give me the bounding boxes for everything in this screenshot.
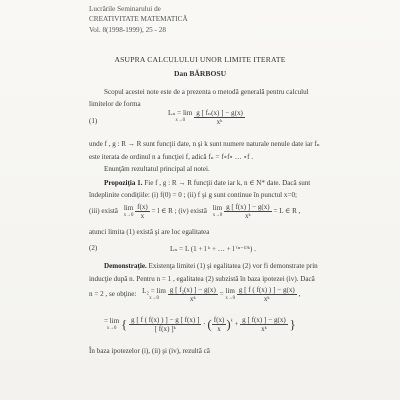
journal-line-3: Vol. 8(1998-1999), 25 - 28 (89, 25, 166, 34)
unde-line: unde f , g : R → R sunt funcţii date, n şi k sunt numere naturale nenule date iar fₙ (89, 140, 320, 148)
proposition-label: Propoziţia 1. (104, 179, 143, 187)
demo-line-1: Demonstraţie. Existenţa limitei (1) şi egalitatea (2) vor fi demonstrate prin (104, 262, 318, 270)
intro-line-1: Scopul acestei note este de a prezenta o metodă generală pentru calculul (104, 88, 309, 96)
announce-line: Enunţăm rezultatul principal al notei. (104, 165, 210, 173)
proposition-line-3: (iii) există lim x→0 $\frac{f(x)}{x}$ = l ∈ R ; (iv) există lim x→0 $\frac{g [ f(x) ] - g(x)}{\text{xᵏ}}$ = L ∈ R , (89, 203, 301, 220)
equation-L2: n = 2 , se obţine: L₂ = lim x→0 $\frac{\text{g [ f₂(x) ] − g(x)}}{\text{xᵏ}}$ = lim x→0 $\frac{g [ f ( f(x) ) ] - g(x)}{\text{xᵏ}}$ , (89, 286, 301, 303)
journal-line-1: Lucrările Seminarului de (89, 5, 161, 13)
limit-operator: Lₙ = lim x→0 (168, 109, 193, 123)
demo-final-line: În baza ipotezelor (i), (ii) şi (iv), rezultă că (89, 347, 210, 355)
journal-line-2: CREATIVITATE MATEMATICĂ (89, 15, 188, 24)
eq1-label: (1) (89, 117, 98, 125)
equation-L2-expanded: = lim x→0 { $\frac{g [ f ( f(x) ) ] - g [ f(x) ]}{\text{[ f(x) ]ᵏ}}$ · ( $\frac{f(x)}{x}$ )$^ᵏ$ + $\frac{g [ f(x) ] - g(x)}{\text{xᵏ}}$ } (104, 316, 296, 333)
equation-2: Lₙ = L (1 + l ᵏ + … + l ⁽ⁿ⁻¹⁾ᵏ) . (170, 245, 256, 253)
demo-label: Demonstraţie. (104, 262, 147, 270)
proposition-line-1: Propoziţia 1. Fie f , g : R → R funcţii date iar k, n ∈ N* date. Dacă sunt (104, 179, 311, 187)
intro-line-2: limitelor de forma (89, 100, 141, 108)
paper-author: Dan BĂRBOSU (173, 69, 227, 78)
equation-1 (168, 108, 245, 126)
fraction: $\frac{\text{g [ fₙ(x) ] − g(x)}}{\text{xᵏ}}$ (196, 109, 243, 126)
proposition-line-4: atunci limita (1) există şi are loc egalitatea (89, 228, 210, 236)
iterate-line: este iterata de ordinul n a funcţiei f, adică fₙ = f∘f∘ … ∘f . (89, 153, 254, 161)
demo-line-2: inducţie după n. Pentru n = 1 , egalitatea (2) subzistă în baza ipotezei (iv). Dacă (89, 275, 315, 283)
proposition-line-2: îndeplinite condiţiile: (i) f(0) = 0 ; (ii) f şi g sunt continue în punctul x=0; (89, 191, 297, 199)
journal-header (89, 4, 188, 35)
eq2-label: (2) (89, 244, 98, 252)
paper-title: ASUPRA CALCULULUI UNOR LIMITE ITERATE (114, 55, 286, 64)
